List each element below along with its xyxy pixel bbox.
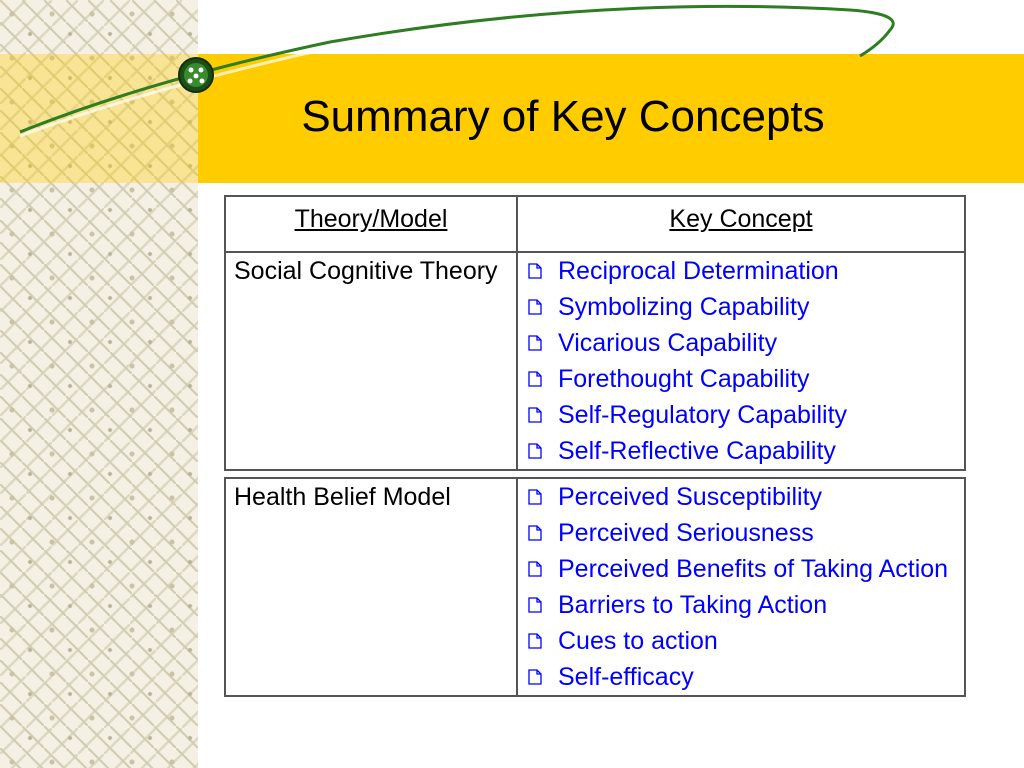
slide-title: Summary of Key Concepts [301,92,825,141]
green-node-icon [179,58,213,92]
table-row [225,252,965,470]
concept-text: Cues to action [558,627,718,655]
concept-text: Self-Reflective Capability [558,437,836,465]
concept-text: Perceived Susceptibility [558,483,823,511]
document-icon [528,407,542,423]
concept-list [517,478,965,696]
header-key-concept: Key Concept [517,196,965,252]
list-item [526,659,956,695]
list-item [526,551,956,587]
document-icon [528,335,542,351]
document-icon [528,371,542,387]
concept-text: Symbolizing Capability [558,293,810,321]
concept-list [517,252,965,470]
document-icon [528,489,542,505]
concept-text: Reciprocal Determination [558,257,839,285]
concept-text: Forethought Capability [558,365,810,393]
document-icon [528,633,542,649]
concept-text: Perceived Seriousness [558,519,814,547]
concept-text: Perceived Benefits of Taking Action [558,555,949,583]
table-row [225,478,965,696]
document-icon [528,263,542,279]
list-item [526,361,956,397]
list-item [526,289,956,325]
concept-text: Vicarious Capability [558,329,778,357]
document-icon [528,299,542,315]
list-item [526,325,956,361]
theory-cell: Health Belief Model [225,478,517,696]
document-icon [528,443,542,459]
document-icon [528,561,542,577]
concept-text: Self-Regulatory Capability [558,401,848,429]
concept-text: Barriers to Taking Action [558,591,828,619]
theory-cell: Social Cognitive Theory [225,252,517,470]
list-item [526,253,956,289]
list-item [526,587,956,623]
concept-text: Self-efficacy [558,663,694,691]
document-icon [528,525,542,541]
list-item [526,433,956,469]
document-icon [528,597,542,613]
document-icon [528,669,542,685]
list-item [526,479,956,515]
key-concepts-table [224,195,966,697]
row-separator [225,470,965,478]
list-item [526,515,956,551]
table-header-row [225,196,965,252]
header-theory-model: Theory/Model [225,196,517,252]
list-item [526,623,956,659]
list-item [526,397,956,433]
